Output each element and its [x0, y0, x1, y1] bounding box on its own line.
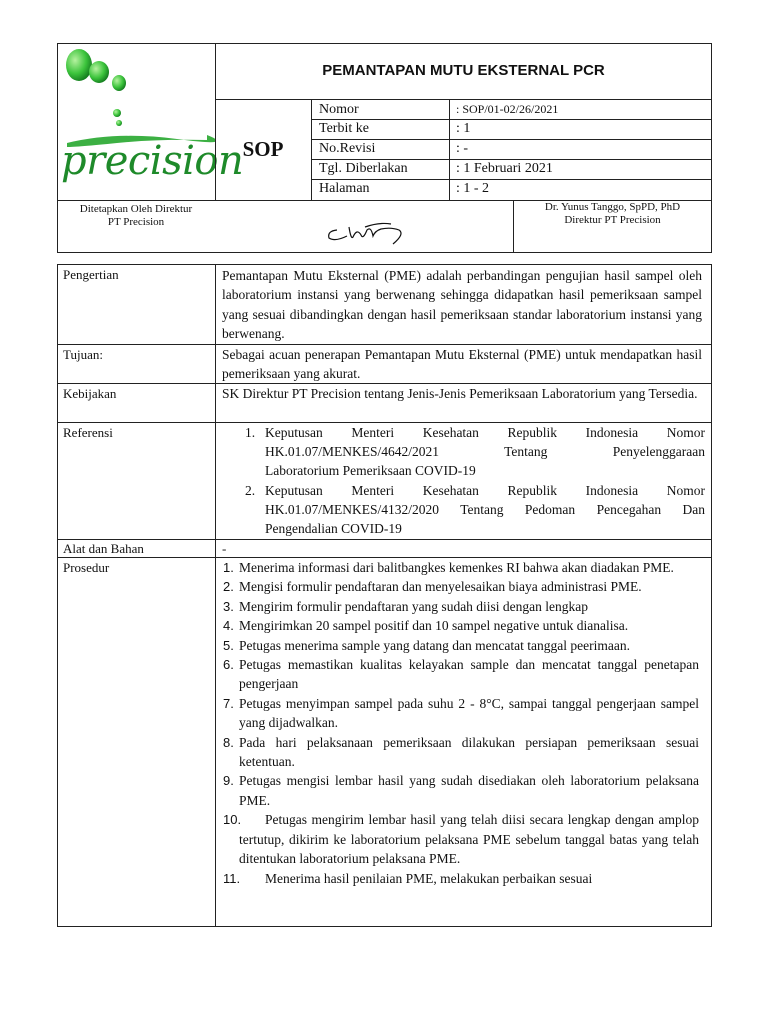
label-referensi: Referensi	[63, 425, 113, 440]
prosedur-step-num: 2.	[223, 579, 234, 595]
signature-image	[215, 200, 513, 253]
tujuan-text: Sebagai acuan penerapan Pemantapan Mutu Eksternal (PME) untuk mendapatkan hasil pemeriksaan yang akurat.	[222, 347, 702, 381]
meta-row	[311, 139, 712, 159]
prosedur-step	[223, 869, 699, 888]
referensi-line: Laboratorium Pemeriksaan COVID-19	[265, 463, 476, 479]
meta-label: Tgl. Diberlakan	[319, 161, 408, 176]
prosedur-step-num: 1.	[223, 560, 234, 575]
prosedur-step-text: Petugas mengisi lembar hasil yang sudah disediakan oleh laboratorium pelaksana PME.	[239, 773, 699, 808]
prosedur-step-num: 10.	[223, 812, 242, 828]
kebijakan-text: SK Direktur PT Precision tentang Jenis-Jenis Pemeriksaan Laboratorium yang Tersedia.	[222, 386, 698, 401]
prosedur-step	[223, 694, 699, 733]
prosedur-step-text: Menerima informasi dari balitbangkes kemenkes RI bahwa akan diadakan PME.	[239, 560, 674, 575]
prosedur-step-num: 11.	[223, 870, 241, 886]
meta-value: : SOP/01-02/26/2021	[456, 102, 559, 116]
meta-value: : 1	[456, 121, 471, 136]
prosedur-step-text: Petugas menyimpan sampel pada suhu 2 - 8°C, sampai tanggal pengerjaan sampel yang dijadwalkan.	[239, 695, 699, 731]
prosedur-step-text: Pada hari pelaksanaan pemeriksaan dilakukan persiapan pemeriksaan sesuai ketentuan.	[239, 734, 699, 770]
prosedur-step	[223, 733, 699, 772]
prosedur-step-text: Mengirim formulir pendaftaran yang sudah diisi dengan lengkap	[239, 598, 589, 614]
prosedur-step	[223, 597, 699, 616]
signer-name: Dr. Yunus Tanggo, SpPD, PhD	[544, 201, 681, 213]
referensi-line: Keputusan Menteri Kesehatan Republik Indonesia Nomor	[265, 483, 705, 498]
prosedur-step	[223, 577, 699, 596]
meta-label: Halaman	[319, 181, 370, 196]
prosedur-step-num: 5.	[223, 637, 234, 653]
label-prosedur: Prosedur	[63, 560, 110, 575]
document-title: PEMANTAPAN MUTU EKSTERNAL PCR	[322, 62, 605, 79]
label-kebijakan: Kebijakan	[63, 386, 117, 401]
signer-cell	[513, 200, 712, 253]
referensi-num: 1.	[245, 425, 256, 440]
prosedur-step-num: 6.	[223, 657, 234, 673]
meta-label: Nomor	[319, 102, 359, 117]
approval-line-2: PT Precision	[107, 216, 165, 228]
meta-row	[311, 119, 712, 139]
signer-title: Direktur PT Precision	[564, 214, 661, 226]
prosedur-step-num: 7.	[223, 695, 234, 711]
company-logo	[57, 43, 244, 200]
meta-row	[311, 179, 712, 200]
label-pengertian: Pengertian	[63, 267, 119, 282]
prosedur-step	[223, 810, 699, 868]
referensi-num: 2.	[245, 483, 256, 498]
prosedur-step	[223, 636, 699, 655]
meta-label: No.Revisi	[319, 141, 376, 156]
referensi-item	[245, 423, 705, 481]
approval-cell	[57, 200, 215, 253]
referensi-line: HK.01.07/MENKES/4132/2020 Tentang Pedoman Pencegahan Dan	[265, 502, 705, 518]
label-alat-bahan: Alat dan Bahan	[63, 541, 144, 556]
header-table	[57, 43, 712, 253]
referensi-item	[245, 481, 705, 539]
referensi-line: Pengendalian COVID-19	[265, 521, 402, 537]
prosedur-step	[223, 771, 699, 810]
meta-value: : -	[456, 141, 469, 156]
label-tujuan-text: Tujuan	[63, 347, 100, 362]
meta-table	[311, 99, 712, 200]
sop-label: SOP	[242, 137, 284, 161]
body-table	[57, 264, 712, 927]
alat-bahan-text: -	[222, 541, 227, 556]
prosedur-step	[223, 655, 699, 694]
meta-row	[311, 99, 712, 119]
prosedur-step	[223, 558, 699, 577]
meta-row	[311, 159, 712, 179]
prosedur-step-num: 8.	[223, 734, 234, 750]
approval-line-1: Ditetapkan Oleh Direktur	[79, 203, 193, 215]
referensi-line: Keputusan Menteri Kesehatan Republik Indonesia Nomor	[265, 425, 705, 440]
referensi-line: HK.01.07/MENKES/4642/2021 Tentang Penyelenggaraan	[265, 444, 705, 460]
prosedur-step-text: Petugas memastikan kualitas kelayakan sample dan mencatat tanggal penetapan pengerjaan	[239, 657, 699, 692]
prosedur-step-text: Menerima hasil penilaian PME, melakukan perbaikan sesuai	[265, 870, 593, 886]
prosedur-step	[223, 616, 699, 635]
prosedur-step-text: Petugas menerima sample yang datang dan mencatat tanggal peerimaan.	[239, 637, 630, 653]
label-tujuan	[57, 346, 103, 363]
prosedur-step-text: Mengisi formulir pendaftaran dan menyelesaikan biaya administrasi PME.	[239, 579, 642, 595]
prosedur-step-num: 4.	[223, 618, 234, 634]
pengertian-text: Pemantapan Mutu Eksternal (PME) adalah perbandingan pengujian hasil sampel oleh laboratorium instansi yang berwenang sehingga didapatkan hasil pemeriksaan sampel yang sesuai dibandingkan dengan hasil pemeriksaan standar laboratorium instansi yang berwenang.	[222, 268, 702, 341]
signature	[215, 200, 513, 253]
prosedur-step-num: 9.	[223, 773, 234, 789]
prosedur-step-text: Petugas mengirim lembar hasil yang telah diisi secara lengkap dengan amplop tertutup, dikirim ke laboratorium pelaksana PME sebelum tanggal batas yang telah ditentukan laboratorium pelaksana PME.	[239, 812, 699, 867]
prosedur-step-num: 3.	[223, 598, 234, 614]
logo-text: precision	[61, 138, 244, 184]
label-tujuan-colon: :	[99, 347, 103, 362]
meta-label: Terbit ke	[319, 121, 369, 136]
prosedur-step-text: Mengirimkan 20 sampel positif dan 10 sampel negative untuk dianalisa.	[239, 618, 629, 634]
meta-value: : 1 Februari 2021	[456, 161, 553, 176]
meta-value: : 1 - 2	[456, 181, 490, 196]
prosedur-list	[215, 558, 712, 927]
